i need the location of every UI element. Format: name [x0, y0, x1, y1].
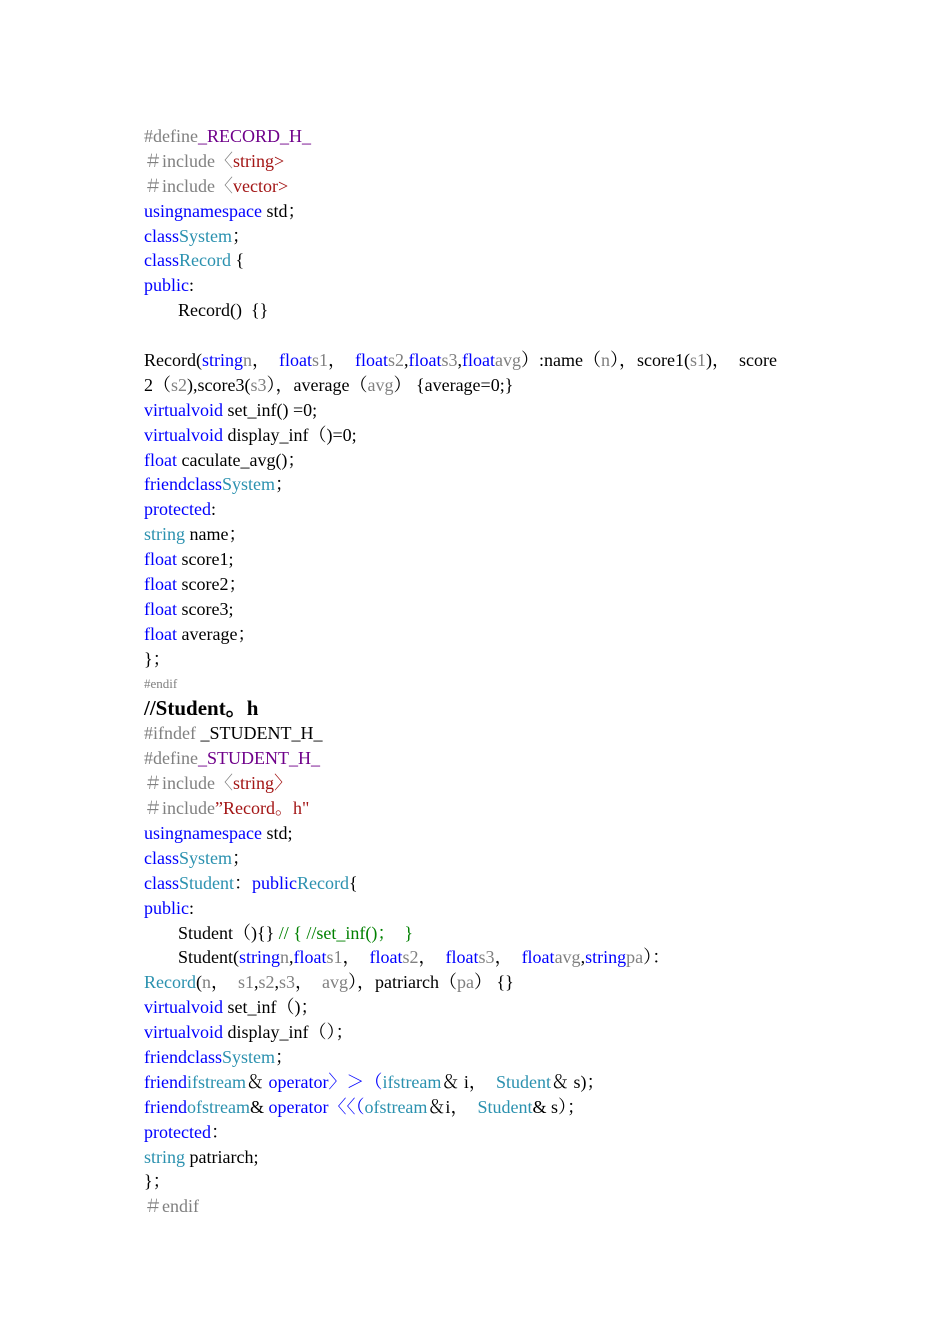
code-token: ， [494, 947, 522, 968]
code-line [144, 1120, 824, 1145]
code-line [144, 672, 824, 697]
code-token: operator〉＞（ [268, 1071, 383, 1092]
code-line [144, 273, 824, 298]
code-token: & [249, 1096, 269, 1117]
code-token: virtualvoid [144, 399, 223, 420]
code-line [144, 124, 824, 149]
code-token: float [144, 623, 177, 644]
code-token: ＆ s)； [550, 1071, 605, 1092]
code-line [144, 348, 824, 373]
code-token: ＆i， [427, 1096, 478, 1117]
code-token: // { //set_inf()； } [278, 922, 414, 943]
code-line [144, 472, 824, 497]
code-token: s2 [402, 947, 419, 968]
code-token: protected [144, 1121, 211, 1142]
code-line [144, 298, 824, 323]
code-line [144, 597, 824, 622]
code-token: Student [495, 1071, 551, 1092]
code-token: s3 [279, 972, 296, 993]
code-token: float [369, 947, 403, 968]
code-token: virtualvoid [144, 424, 223, 445]
code-token: string [144, 524, 186, 545]
code-listing [144, 124, 824, 1219]
code-token: Student [477, 1096, 533, 1117]
code-token: ＃include〈 [144, 150, 233, 171]
code-token: ），average（ [266, 374, 368, 395]
code-token: ） {} [474, 972, 514, 993]
code-token: score2； [177, 574, 247, 595]
code-token: string〉 [232, 773, 292, 794]
code-token: ； [274, 1046, 293, 1067]
code-token: n [601, 350, 611, 371]
code-token: _RECORD_H_ [197, 126, 311, 146]
code-token: float [144, 549, 177, 570]
code-token: s1 [312, 350, 329, 371]
code-token: ； [274, 474, 293, 495]
code-token: string> [232, 150, 285, 171]
code-line [144, 448, 824, 473]
code-line [144, 871, 824, 896]
code-token: ， [342, 947, 370, 968]
code-token: Record [144, 972, 196, 993]
code-token: ： [234, 872, 253, 893]
code-token: s2 [171, 374, 188, 395]
code-token: , [404, 350, 409, 371]
code-token: ） {average=0;} [393, 374, 514, 395]
code-token: #define [144, 126, 198, 146]
code-line [144, 323, 824, 348]
code-token: float [355, 350, 389, 371]
code-token: friendclass [144, 1046, 222, 1067]
code-token: ofstream [364, 1096, 428, 1117]
code-token: score3; [177, 598, 234, 619]
code-token: , [457, 350, 463, 371]
code-line [144, 1169, 824, 1194]
code-token: ”Record。h" [214, 798, 310, 819]
code-token: avg [495, 350, 522, 371]
code-token: avg [554, 947, 581, 968]
code-token: { [349, 872, 358, 893]
code-line [144, 1145, 824, 1170]
code-line [144, 199, 824, 224]
code-token: pa [626, 947, 644, 968]
code-line [144, 846, 824, 871]
code-token: virtualvoid [144, 1022, 223, 1043]
code-token: display_inf（）； [223, 1022, 354, 1043]
code-token: , [580, 947, 586, 968]
code-token: s1 [326, 947, 343, 968]
code-token: Record() {} [178, 300, 269, 321]
code-token: string [201, 350, 243, 371]
code-token: _STUDENT_H_ [197, 748, 320, 769]
code-token: Record( [144, 350, 202, 371]
code-line [144, 174, 824, 199]
code-line [144, 622, 824, 647]
code-token: float [144, 574, 177, 595]
code-token: float [462, 350, 496, 371]
code-token: #define [144, 748, 198, 769]
code-token: { [230, 250, 245, 271]
code-token: 2（ [144, 374, 171, 395]
code-token: s3 [478, 947, 495, 968]
code-token: Student（){} [178, 922, 279, 943]
code-line [144, 945, 824, 970]
code-token: float [293, 947, 327, 968]
code-token: name； [185, 524, 247, 545]
code-line [144, 1070, 824, 1095]
code-token: float [408, 350, 442, 371]
code-token: _STUDENT_H_ [195, 723, 323, 744]
code-token: System [179, 847, 233, 868]
code-token: n [280, 947, 290, 968]
code-line [144, 373, 824, 398]
code-token: operator〈〈（ [268, 1096, 365, 1117]
code-line [144, 647, 824, 672]
code-line [144, 1020, 824, 1045]
code-token: float [279, 350, 312, 371]
code-line [144, 896, 824, 921]
code-token: Record [179, 250, 231, 271]
code-token: System [221, 1046, 275, 1067]
code-token: class [144, 225, 179, 246]
code-token: float [521, 947, 555, 968]
code-token: ＆ i， [441, 1071, 496, 1092]
code-token: #endif [144, 675, 178, 691]
code-token: friend [144, 1071, 187, 1092]
code-token: avg [322, 972, 349, 993]
code-token: s3 [441, 350, 458, 371]
code-token: s1 [690, 350, 707, 371]
code-token: public [252, 872, 298, 893]
code-token: & s）； [532, 1096, 585, 1117]
code-token: set_inf（)； [223, 997, 319, 1018]
code-token: average； [177, 623, 256, 644]
code-token: s2 [388, 350, 405, 371]
code-token: ， [328, 350, 356, 371]
code-token: ＃include〈 [144, 175, 233, 196]
code-token: : [189, 275, 195, 296]
code-line [144, 1045, 824, 1070]
code-token: class [144, 872, 179, 893]
code-token: pa [457, 972, 474, 993]
code-token: #ifndef [144, 723, 196, 744]
code-token: ， [210, 972, 238, 993]
code-line [144, 771, 824, 796]
code-line [144, 398, 824, 423]
code-token: caculate_avg()； [177, 449, 306, 470]
code-token: n [201, 972, 211, 993]
code-token: float [144, 598, 177, 619]
code-token: ），score1( [610, 350, 691, 371]
code-token: : [210, 499, 216, 520]
code-token: }； [144, 1171, 171, 1192]
code-token: vector> [232, 175, 289, 196]
code-token: patriarch; [185, 1146, 259, 1167]
code-token: protected [144, 499, 211, 520]
code-token: usingnamespace [144, 822, 262, 843]
code-token: ( [195, 972, 202, 993]
code-token: ）:name（ [521, 350, 602, 371]
code-token: s3 [250, 374, 267, 395]
code-token: class [144, 250, 179, 271]
code-token: public [144, 275, 189, 296]
code-line [144, 423, 824, 448]
code-token: float [144, 449, 177, 470]
code-token: Student( [178, 947, 239, 968]
code-line [144, 970, 824, 995]
code-token: avg [367, 374, 394, 395]
code-token: string [585, 947, 627, 968]
code-token: , [274, 972, 280, 993]
code-line [144, 149, 824, 174]
code-token: ， [295, 972, 323, 993]
code-line [144, 995, 824, 1020]
code-token: ＆ [245, 1071, 269, 1092]
code-token: string [144, 1146, 186, 1167]
code-line [144, 746, 824, 771]
code-token: std； [261, 200, 306, 221]
code-token: , [254, 972, 259, 993]
code-token: ， [418, 947, 446, 968]
code-token: virtualvoid [144, 997, 223, 1018]
code-line [144, 921, 824, 946]
code-line [144, 522, 824, 547]
code-token: )， score [706, 350, 778, 371]
code-line [144, 248, 824, 273]
code-token: set_inf() =0; [223, 399, 318, 420]
code-token: friendclass [144, 474, 222, 495]
code-token: display_inf（)=0; [223, 424, 357, 445]
code-token: , [289, 947, 294, 968]
code-token: ofstream [186, 1096, 250, 1117]
code-token: public [144, 897, 189, 918]
code-token: s2 [258, 972, 275, 993]
code-token: ； [232, 225, 251, 246]
code-line [144, 1194, 824, 1219]
code-token: ， [252, 350, 279, 371]
code-token: score1; [177, 549, 234, 570]
code-line [144, 572, 824, 597]
code-token: friend [144, 1096, 187, 1117]
code-token: ＃include〈 [144, 773, 233, 794]
code-token: ifstream [382, 1071, 442, 1092]
code-token: ifstream [186, 1071, 246, 1092]
code-token: ＃include [144, 798, 215, 819]
code-line [144, 796, 824, 821]
code-token: //Student。h [144, 696, 259, 721]
code-token: }； [144, 648, 171, 669]
code-token: : [189, 897, 195, 918]
code-token: float [445, 947, 479, 968]
section-heading [144, 696, 824, 721]
code-token: ），patriarch（ [348, 972, 457, 993]
code-token: ＃endif [144, 1196, 199, 1217]
code-token: Student [179, 872, 235, 893]
code-token: string [239, 947, 281, 968]
code-line [144, 721, 824, 746]
code-token: ； [232, 847, 251, 868]
code-token: System [221, 474, 275, 495]
code-line [144, 547, 824, 572]
code-token: s1 [237, 972, 254, 993]
code-token: ）： [643, 947, 671, 968]
code-token: n [243, 350, 252, 371]
code-line [144, 224, 824, 249]
code-token: class [144, 847, 179, 868]
code-token: System [179, 225, 233, 246]
code-line [144, 821, 824, 846]
code-token: ),score3( [187, 374, 251, 395]
code-token: Record [297, 872, 349, 893]
code-line [144, 1095, 824, 1120]
code-token: std; [261, 822, 293, 843]
code-line [144, 497, 824, 522]
code-token: ： [210, 1121, 229, 1142]
code-token: usingnamespace [144, 200, 262, 221]
